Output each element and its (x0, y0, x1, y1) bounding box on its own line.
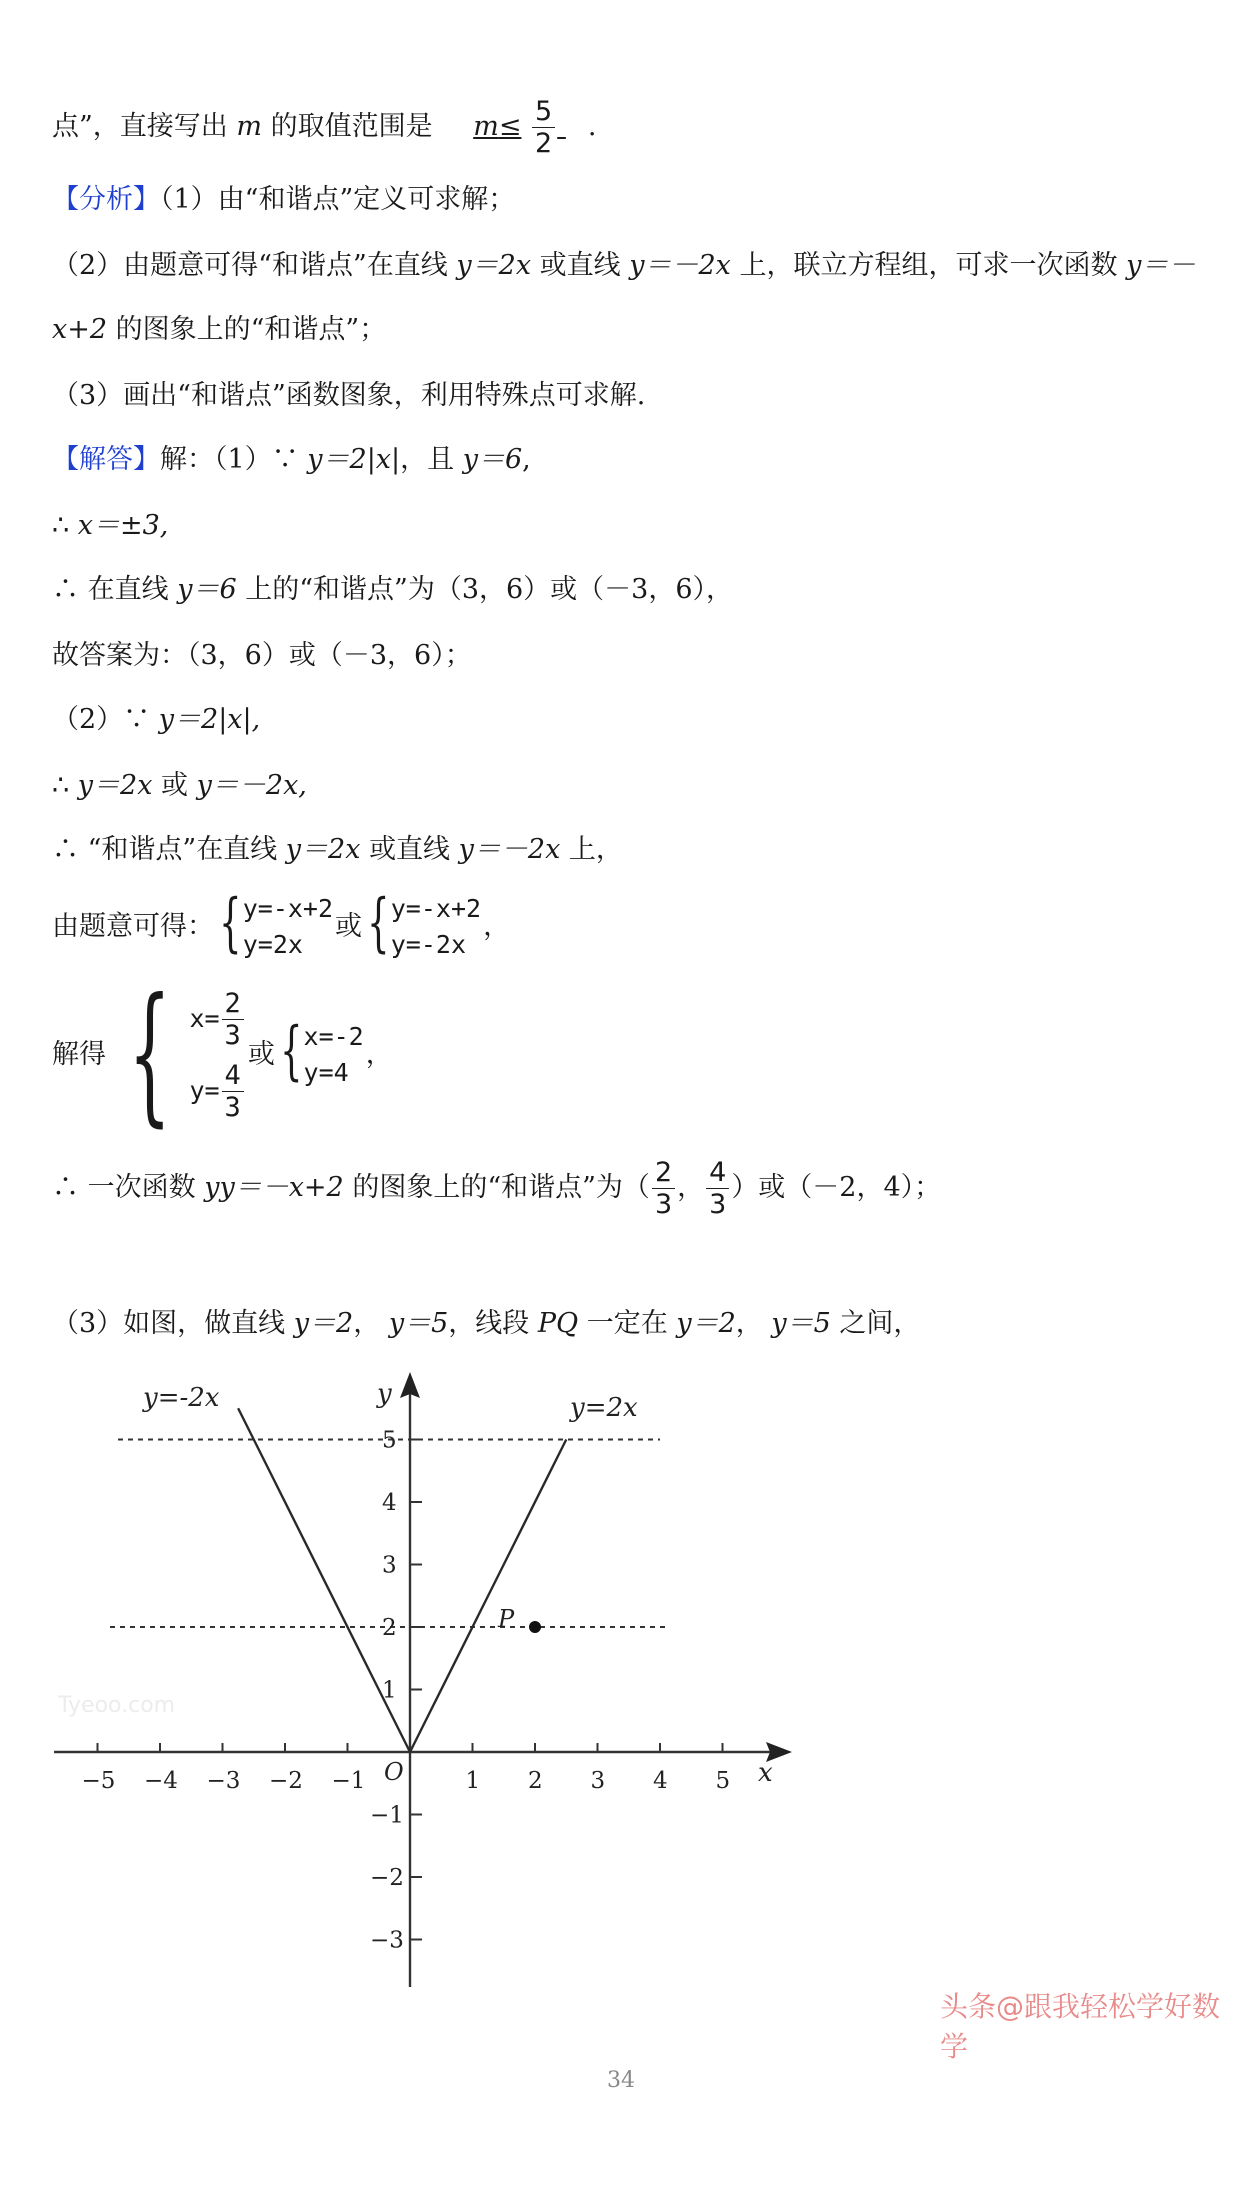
text: 的取值范围是 (270, 111, 433, 142)
solution-system-2: { x=-2 y=4 (277, 1019, 364, 1091)
text-line-9: 故答案为：（3，6）或（－3，6）； (52, 640, 472, 671)
y-tick-label: 4 (382, 1490, 397, 1516)
text-line-16: （3）如图，做直线 y＝2， y＝5，线段 PQ 一定在 y＝2， y＝5 之间， (52, 1308, 921, 1339)
text-line-1 (52, 98, 596, 157)
text-line-10: （2）∵ y＝2|x|, (52, 704, 261, 735)
fraction-5-2: $\frac{5}{2}$ (532, 98, 555, 157)
text-line-11: ∴ y＝2x 或 y＝－2x, (52, 770, 307, 801)
var-m: m (473, 111, 499, 142)
y-tick-label: 5 (382, 1427, 397, 1454)
y-tick-label: 2 (382, 1615, 397, 1641)
y-tick-label: −3 (370, 1927, 404, 1954)
axis-x-label: x (758, 1758, 773, 1788)
brace-icon: { (367, 886, 390, 960)
le-sign: ≤ (498, 111, 522, 142)
text-line-3: （2）由题意可得“和谐点”在直线 y＝2x 或直线 y＝－2x 上，联立方程组，可求一次函数 y＝－ (52, 250, 1196, 281)
y-tick-label: −1 (370, 1802, 404, 1829)
brace-icon: { (279, 1014, 303, 1088)
x-tick-label: 5 (715, 1768, 731, 1794)
text-line-15: ∴ 一次函数 yy＝－x+2 的图象上的“和谐点”为（ $\frac{2}{3}$ ， $\frac{4}{3}$ ）或（－2，4）； (52, 1156, 942, 1220)
point-p (529, 1621, 541, 1633)
label-left-line: y=-2x (143, 1383, 220, 1413)
text-line-2 (52, 182, 515, 218)
x-tick-label: −2 (269, 1768, 303, 1794)
fraction: $\frac{2}{3}$ (222, 990, 244, 1049)
x-tick-label: −1 (331, 1768, 366, 1794)
equation-system-1: { y=-x+2 y=2x (216, 891, 333, 963)
solution-system-1: { x= $\frac{2}{3}$ y= $\frac{4}{3}$ (108, 979, 246, 1131)
answer-blank: m≤ $\frac{5}{2}$ . (473, 96, 597, 159)
x-tick-label: 1 (465, 1768, 481, 1794)
x-tick-label: 4 (653, 1768, 668, 1794)
source-watermark: 头条@跟我轻松学好数学 (940, 1990, 1221, 2063)
brace-icon: { (128, 967, 172, 1141)
origin-label: O (384, 1758, 404, 1786)
y-tick-label: 1 (382, 1677, 397, 1704)
equation-system-2: { y=-x+2 y=-2x (364, 891, 481, 963)
series-line-pos-2x (410, 1440, 566, 1753)
solution-tag: 【解答】 (52, 444, 160, 475)
x-tick-label: 3 (590, 1768, 606, 1794)
page-number: 34 (607, 2068, 635, 2093)
faint-watermark: Tyeoo.com (58, 1693, 176, 1718)
text-line-7: ∴ x＝±3, (52, 510, 169, 541)
fraction: $\frac{4}{3}$ (222, 1062, 244, 1121)
text-line-6: 【解答】解：（1）∵ y＝2|x|，且 y＝6, (52, 444, 531, 475)
fraction: $\frac{4}{3}$ (706, 1159, 729, 1218)
axis-y-label: y (377, 1379, 392, 1409)
point-label-p: P (498, 1605, 515, 1633)
x-tick-label: −4 (144, 1768, 178, 1794)
fraction: $\frac{2}{3}$ (652, 1159, 675, 1218)
text-line-8: ∴ 在直线 y＝6 上的“和谐点”为（3，6）或（－3，6）， (52, 574, 734, 605)
text-line-5: （3）画出“和谐点”函数图象，利用特殊点可求解. (52, 380, 646, 411)
text-line-14: 解得 { x= $\frac{2}{3}$ y= $\frac{4}{3}$ 或 { x=-2 y=4 ， (52, 967, 393, 1141)
text-line-13: 由题意可得： { y=-x+2 y=2x 或 { y=-x+2 y=-2x ， (52, 885, 510, 969)
y-tick-label: 3 (382, 1552, 397, 1579)
text: 点”，直接写出 (52, 111, 228, 142)
coordinate-graph (40, 1372, 800, 1992)
x-tick-label: 2 (528, 1768, 543, 1794)
y-tick-label: −2 (370, 1865, 404, 1891)
var-m: m (236, 111, 263, 142)
x-tick-label: −5 (81, 1768, 116, 1794)
x-tick-label: −3 (206, 1768, 241, 1794)
text: （1）由“和谐点”定义可求解； (160, 184, 516, 215)
label-right-line: y=2x (570, 1393, 638, 1423)
text-line-4: x+2 的图象上的“和谐点”； (52, 314, 387, 345)
brace-icon: { (219, 886, 242, 960)
analysis-tag: 【分析】 (52, 184, 160, 215)
text-line-12: ∴ “和谐点”在直线 y＝2x 或直线 y＝－2x 上， (52, 834, 623, 865)
